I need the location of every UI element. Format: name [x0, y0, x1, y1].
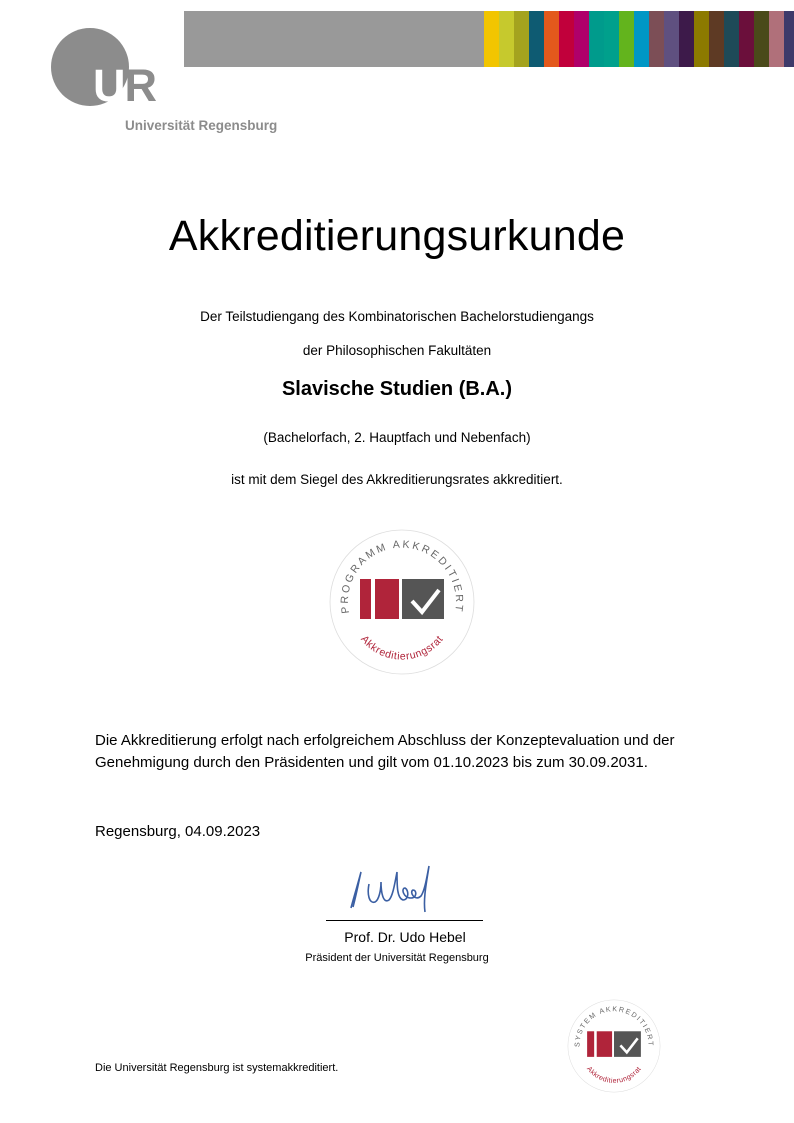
program-name: Slavische Studien (B.A.) — [281, 378, 513, 400]
header-stripe — [754, 11, 769, 67]
intro-line-2: der Philosophischen Fakultäten — [302, 343, 492, 358]
university-name: Universität Regensburg — [125, 118, 278, 133]
university-logo-letters — [93, 60, 156, 111]
header-stripe — [769, 11, 784, 67]
signer-name: Prof. Dr. Udo Hebel — [344, 929, 466, 945]
logo-letter-r: R — [124, 60, 156, 111]
header-stripe — [679, 11, 694, 67]
signature-line — [326, 920, 483, 921]
seal-red-bar — [360, 579, 371, 619]
header-stripe — [634, 11, 649, 67]
accreditation-statement: ist mit dem Siegel des Akkreditierungsrates akkreditiert. — [231, 472, 563, 487]
header-stripe — [529, 11, 544, 67]
header-stripe — [664, 11, 679, 67]
seal-bottom-text: Akkreditierungsrat — [358, 633, 446, 663]
header-stripe — [544, 11, 559, 67]
intro-line-1: Der Teilstudiengang des Kombinatorischen Bachelorstudiengangs — [200, 309, 594, 324]
logo-letter-u: U — [93, 60, 125, 111]
system-accreditation-seal — [566, 998, 662, 1094]
header-stripe — [499, 11, 514, 67]
header-stripe — [649, 11, 664, 67]
place-and-date: Regensburg, 04.09.2023 — [95, 823, 261, 840]
small-seal-red-bar — [587, 1031, 594, 1057]
header-stripe — [604, 11, 619, 67]
validity-paragraph: Die Akkreditierung erfolgt nach erfolgreichem Abschluss der Konzeptevaluation und der Genehmigung durch den Präsidenten und gilt vom 01.10.2023 bis zum 30.09.2031. — [95, 732, 675, 771]
header-stripe — [724, 11, 739, 67]
signature — [343, 862, 453, 917]
seal-top-text: PROGRAMM AKKREDITIERT — [338, 538, 466, 615]
header-stripe — [574, 11, 589, 67]
program-detail: (Bachelorfach, 2. Hauptfach und Nebenfach) — [263, 430, 531, 445]
header-stripe — [589, 11, 604, 67]
footer-note: Die Universität Regensburg ist systemakkreditiert. — [95, 1062, 339, 1074]
header-stripe — [739, 11, 754, 67]
header-stripe — [484, 11, 499, 67]
header-stripe — [709, 11, 724, 67]
seal-red-block — [375, 579, 399, 619]
header-stripe — [559, 11, 574, 67]
header-stripe — [619, 11, 634, 67]
signer-role: Präsident der Universität Regensburg — [305, 952, 489, 964]
small-seal-red-block — [597, 1031, 612, 1057]
small-seal-bottom-text: Akkreditierungsrat — [585, 1065, 643, 1085]
small-seal-top-text: SYSTEM AKKREDITIERT — [574, 1006, 654, 1048]
header-color-stripes — [484, 11, 794, 67]
header-stripe — [514, 11, 529, 67]
header-gray-bar — [184, 11, 484, 67]
header-stripe — [784, 11, 794, 67]
program-accreditation-seal — [327, 527, 477, 677]
document-title: Akkreditierungsurkunde — [168, 212, 626, 260]
header-stripe — [694, 11, 709, 67]
